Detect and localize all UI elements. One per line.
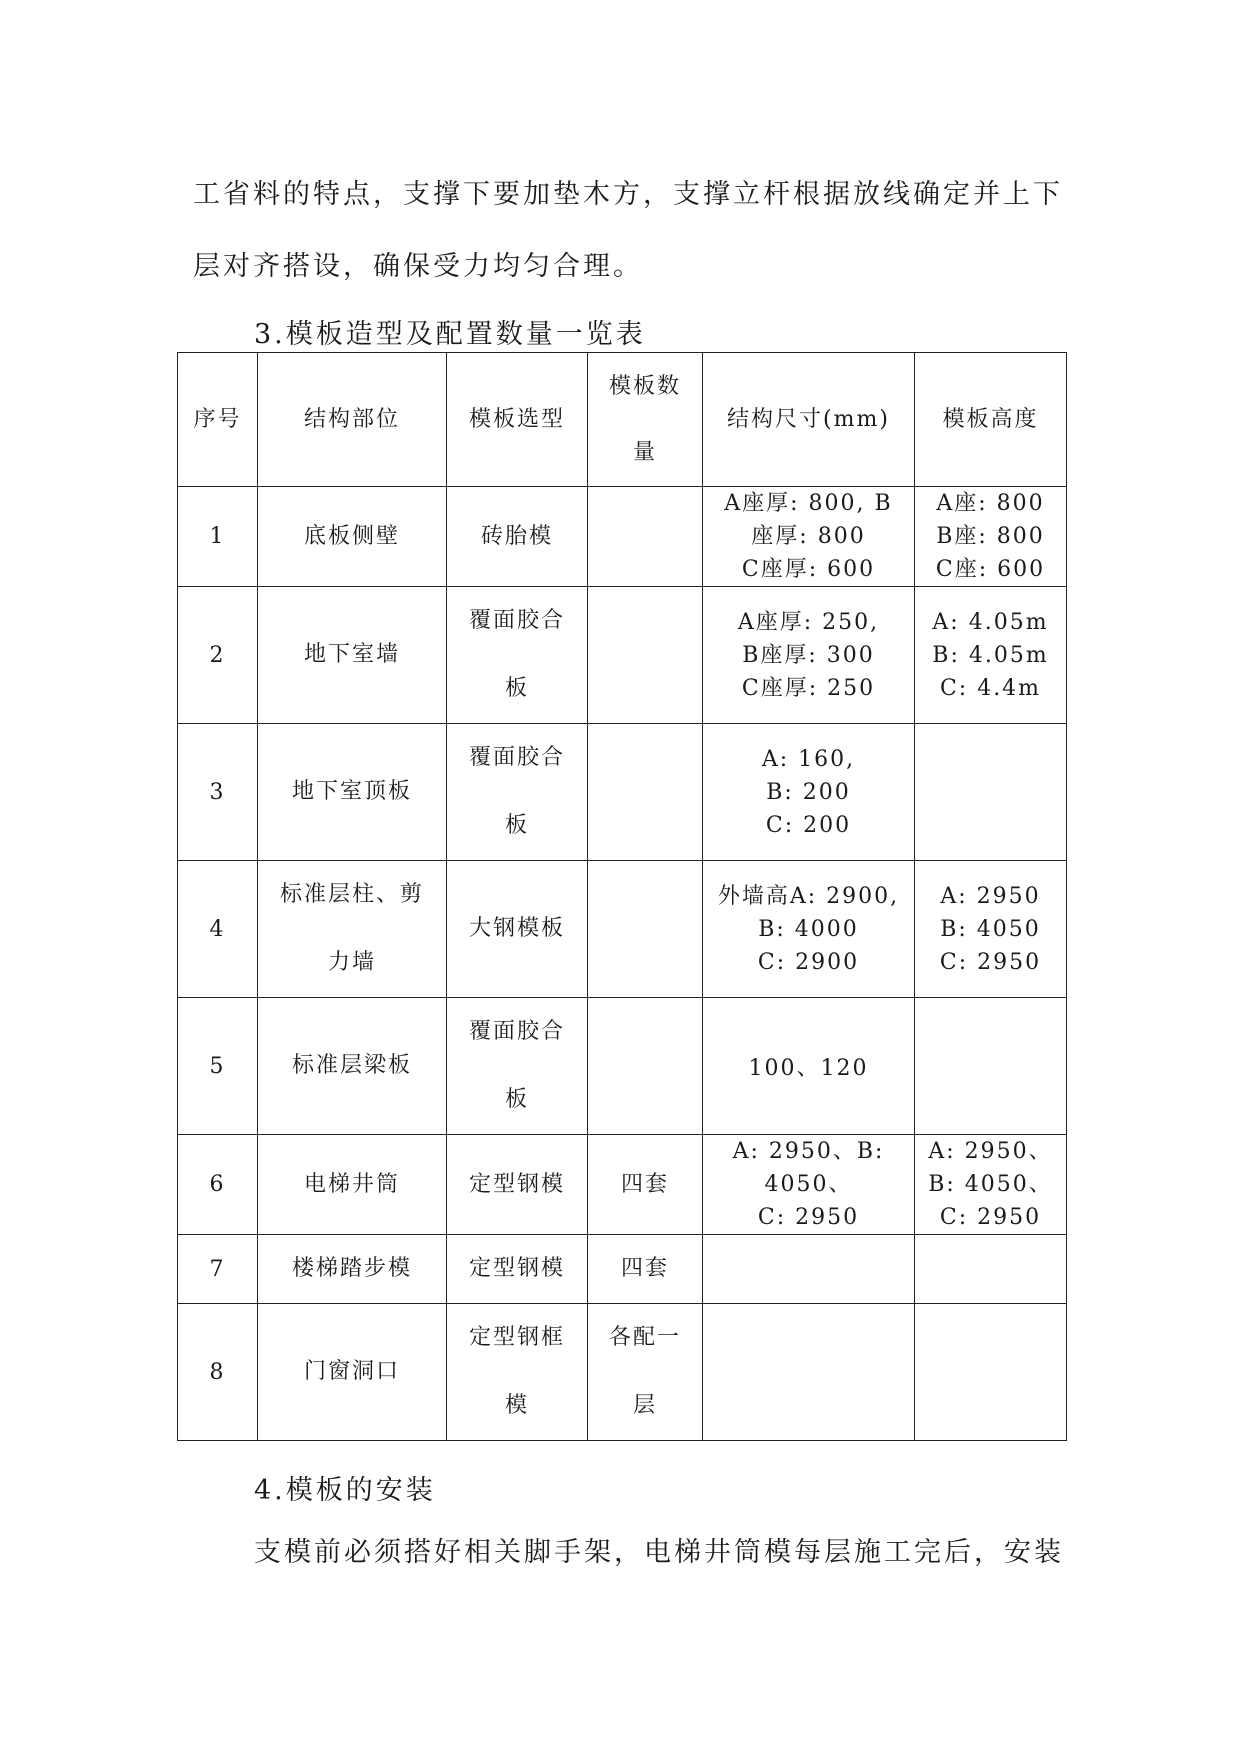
cell-height-line: A: 2950	[940, 883, 1041, 909]
table-row	[178, 487, 1067, 587]
cell-height-line: C: 2950	[939, 1205, 1042, 1230]
cell-type-line: 覆面胶合	[468, 1019, 565, 1044]
table-row	[178, 998, 1067, 1135]
cell-size-line: C: 2950	[757, 1205, 860, 1230]
cell-type	[447, 724, 588, 861]
cell-height-line: A座: 800	[936, 491, 1045, 516]
cell-type-line: 板	[504, 813, 529, 838]
cell-no: 5	[178, 998, 258, 1135]
header-size: 结构尺寸(mm)	[703, 353, 915, 487]
cell-type-line: 模	[504, 1393, 529, 1418]
cell-no: 3	[178, 724, 258, 861]
cell-part	[258, 1235, 447, 1304]
cell-size-line: B: 200	[766, 779, 851, 805]
cell-type	[447, 998, 588, 1135]
table-row	[178, 861, 1067, 998]
cell-no: 8	[178, 1304, 258, 1441]
cell-type-line: 定型钢模	[468, 1256, 565, 1281]
cell-type	[447, 1135, 588, 1235]
paragraph-line-2: 层对齐搭设，确保受力均匀合理。	[193, 251, 643, 282]
table-row	[178, 1135, 1067, 1235]
table-header-row	[178, 353, 1067, 487]
cell-qty-line: 各配一	[608, 1325, 681, 1350]
cell-part	[258, 1135, 447, 1235]
cell-type-line: 定型钢模	[468, 1171, 565, 1197]
cell-type-line: 板	[504, 1087, 529, 1112]
cell-no: 7	[178, 1235, 258, 1304]
cell-size-line: A座厚: 800, B	[724, 491, 893, 516]
cell-size	[703, 487, 915, 587]
cell-size-line: A: 160,	[761, 746, 856, 772]
cell-part-line: 地下室顶板	[291, 779, 412, 804]
cell-size-line: C: 2900	[757, 949, 860, 975]
header-part: 结构部位	[258, 353, 447, 487]
cell-no: 1	[178, 487, 258, 587]
cell-part-line: 标准层柱、剪	[279, 882, 424, 907]
cell-no: 4	[178, 861, 258, 998]
cell-part	[258, 587, 447, 724]
cell-type	[447, 861, 588, 998]
cell-height-line: B: 4.05m	[932, 642, 1049, 668]
cell-part	[258, 724, 447, 861]
cell-size-line: C座厚: 250	[741, 675, 876, 701]
cell-qty-line: 四套	[620, 1171, 669, 1197]
cell-height-line: A: 2950、	[928, 1139, 1053, 1164]
cell-part-line: 力墙	[327, 950, 376, 975]
cell-qty	[588, 724, 703, 861]
cell-height-line: A: 4.05m	[932, 609, 1049, 635]
cell-size	[703, 724, 915, 861]
cell-size-line: 外墙高A: 2900,	[717, 883, 900, 909]
table-caption: 3.模板造型及配置数量一览表	[254, 319, 646, 350]
cell-qty-line: 层	[632, 1393, 657, 1418]
cell-qty	[588, 861, 703, 998]
cell-part	[258, 861, 447, 998]
cell-height-line: B座: 800	[936, 524, 1045, 549]
header-qty	[588, 353, 703, 487]
cell-part-line: 门窗洞口	[303, 1359, 400, 1384]
cell-no: 2	[178, 587, 258, 724]
cell-size-line: B: 4000	[758, 916, 859, 942]
cell-qty	[588, 1235, 703, 1304]
cell-height	[915, 724, 1067, 861]
cell-part-line: 电梯井筒	[303, 1171, 400, 1197]
cell-height-line: C座: 600	[935, 557, 1046, 582]
cell-part	[258, 487, 447, 587]
header-type: 模板选型	[447, 353, 588, 487]
cell-height	[915, 587, 1067, 724]
cell-type	[447, 1235, 588, 1304]
cell-type	[447, 587, 588, 724]
cell-no: 6	[178, 1135, 258, 1235]
cell-size-line: C座厚: 600	[741, 557, 876, 582]
header-height: 模板高度	[915, 353, 1067, 487]
cell-qty	[588, 487, 703, 587]
table-row	[178, 1235, 1067, 1304]
cell-height	[915, 1135, 1067, 1235]
cell-height	[915, 1235, 1067, 1304]
cell-size	[703, 1135, 915, 1235]
cell-size: 100、120	[703, 998, 915, 1135]
cell-type-line: 覆面胶合	[468, 608, 565, 633]
cell-size-line: B座厚: 300	[742, 642, 875, 668]
cell-size-line: A: 2950、B: 4050、	[732, 1139, 885, 1197]
cell-height	[915, 998, 1067, 1135]
table-row	[178, 1304, 1067, 1441]
cell-qty	[588, 1304, 703, 1441]
cell-part-line: 标准层梁板	[291, 1053, 412, 1078]
cell-part-line: 楼梯踏步模	[291, 1256, 412, 1281]
cell-size-line: C: 200	[765, 812, 852, 838]
cell-type-line: 砖胎模	[480, 523, 553, 549]
cell-qty-line: 四套	[620, 1256, 669, 1281]
cell-qty	[588, 587, 703, 724]
cell-size	[703, 1235, 915, 1304]
cell-part-line: 地下室墙	[303, 642, 400, 667]
cell-height	[915, 1304, 1067, 1441]
cell-height	[915, 487, 1067, 587]
paragraph-line-1: 工省料的特点，支撑下要加垫木方，支撑立杆根据放线确定并上下	[193, 179, 1063, 210]
cell-height-line: C: 2950	[939, 949, 1042, 975]
cell-part	[258, 1304, 447, 1441]
section-4-text: 支模前必须搭好相关脚手架，电梯井筒模每层施工完后，安装	[254, 1537, 1064, 1568]
cell-size	[703, 1304, 915, 1441]
table-row	[178, 587, 1067, 724]
formwork-table	[177, 352, 1067, 1441]
cell-height-line: B: 4050、	[928, 1172, 1053, 1197]
cell-part	[258, 998, 447, 1135]
header-qty-line1: 模板数	[608, 373, 681, 399]
cell-part-line: 底板侧壁	[303, 523, 400, 549]
cell-size-line: 座厚: 800	[751, 524, 866, 549]
section-4-heading: 4.模板的安装	[254, 1475, 436, 1506]
cell-height-line: C: 4.4m	[939, 675, 1042, 701]
cell-height-line: B: 4050	[940, 916, 1041, 942]
header-qty-line2: 量	[632, 439, 657, 465]
cell-type-line: 板	[504, 676, 529, 701]
cell-size-line: A座厚: 250,	[737, 609, 880, 635]
cell-height	[915, 861, 1067, 998]
header-no: 序号	[178, 353, 258, 487]
cell-type-line: 大钢模板	[468, 916, 565, 941]
table-row	[178, 724, 1067, 861]
cell-size	[703, 587, 915, 724]
cell-type	[447, 487, 588, 587]
cell-type-line: 定型钢框	[468, 1325, 565, 1350]
cell-qty	[588, 998, 703, 1135]
cell-qty	[588, 1135, 703, 1235]
cell-type	[447, 1304, 588, 1441]
cell-type-line: 覆面胶合	[468, 745, 565, 770]
cell-size	[703, 861, 915, 998]
